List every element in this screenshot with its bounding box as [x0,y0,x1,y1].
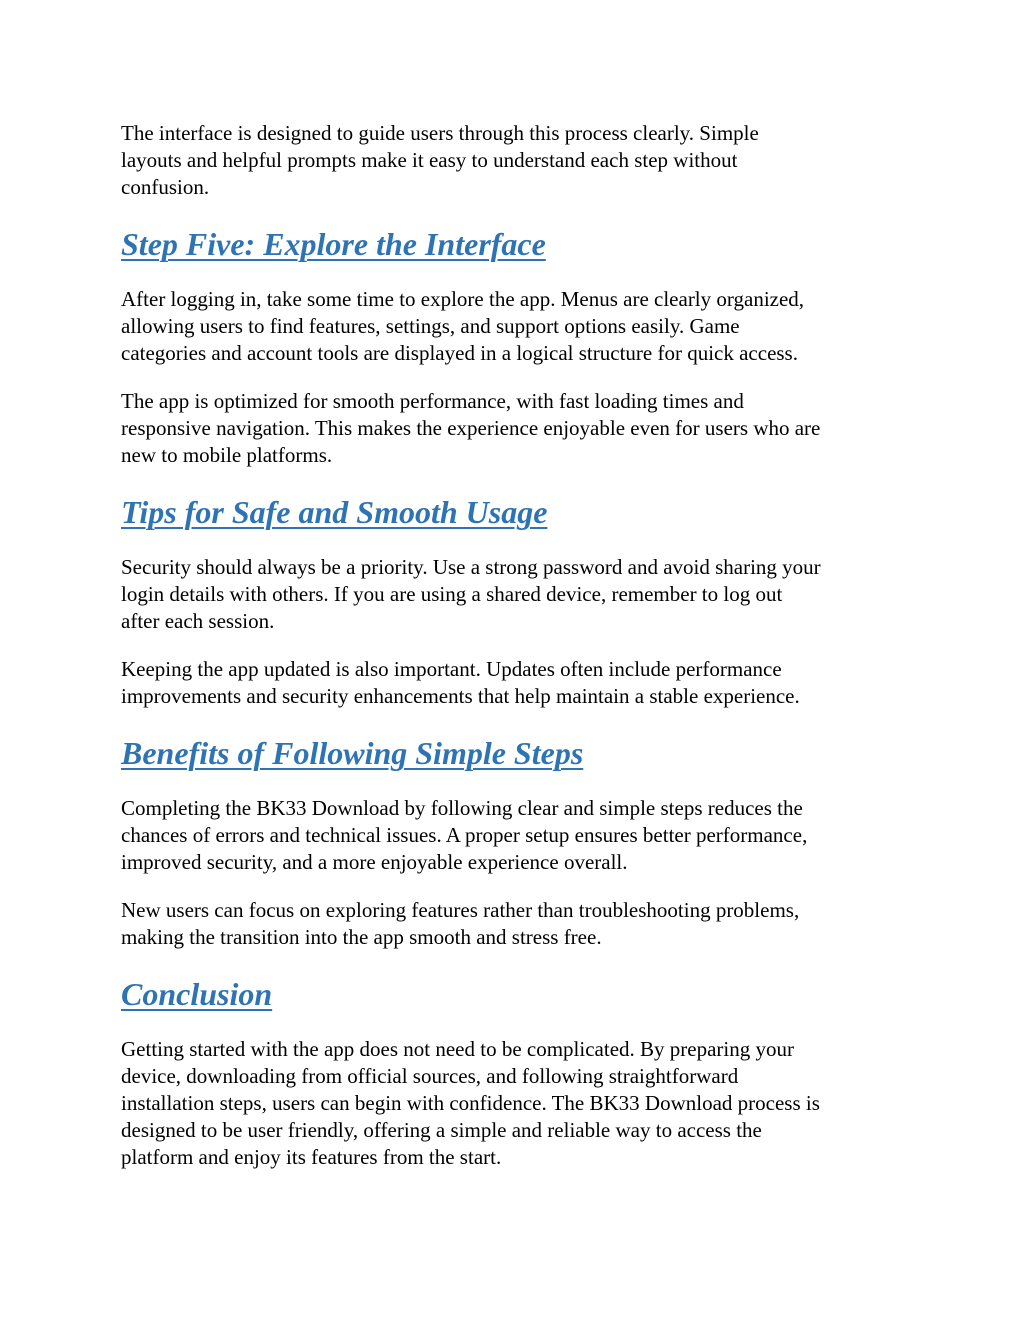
section-heading-safe-usage: Tips for Safe and Smooth Usage [121,494,548,530]
safe-usage-paragraph-2: Keeping the app updated is also important. Updates often include performance improvements and security enhancements that help maintain a stable experience. [121,657,800,708]
document-page [121,120,911,1192]
explore-paragraph-1: After logging in, take some time to explore the app. Menus are clearly organized, allowing users to find features, settings, and support options easily. Game categories and account tools are displayed in a logical structure for quick access. [121,287,805,365]
conclusion-paragraph: Getting started with the app does not need to be complicated. By preparing your device, downloading from official sources, and following straightforward installation steps, users can begin with confidence. The BK33 Download process is designed to be user friendly, offering a simple and reliable way to access the platform and enjoy its features from the start. [121,1037,820,1169]
intro-paragraph: The interface is designed to guide users through this process clearly. Simple layouts and helpful prompts make it easy to understand each step without confusion. [121,121,759,199]
section-heading-benefits: Benefits of Following Simple Steps [121,735,584,771]
section-heading-explore-interface: Step Five: Explore the Interface [121,226,546,262]
explore-paragraph-2: The app is optimized for smooth performance, with fast loading times and responsive navigation. This makes the experience enjoyable even for users who are new to mobile platforms. [121,389,821,467]
section-heading-conclusion: Conclusion [121,976,273,1012]
safe-usage-paragraph-1: Security should always be a priority. Use a strong password and avoid sharing your login details with others. If you are using a shared device, remember to log out after each session. [121,555,821,633]
benefits-paragraph-1: Completing the BK33 Download by following clear and simple steps reduces the chances of errors and technical issues. A proper setup ensures better performance, improved security, and a more enjoyable experience overall. [121,796,808,874]
benefits-paragraph-2: New users can focus on exploring features rather than troubleshooting problems, making the transition into the app smooth and stress free. [121,898,800,949]
